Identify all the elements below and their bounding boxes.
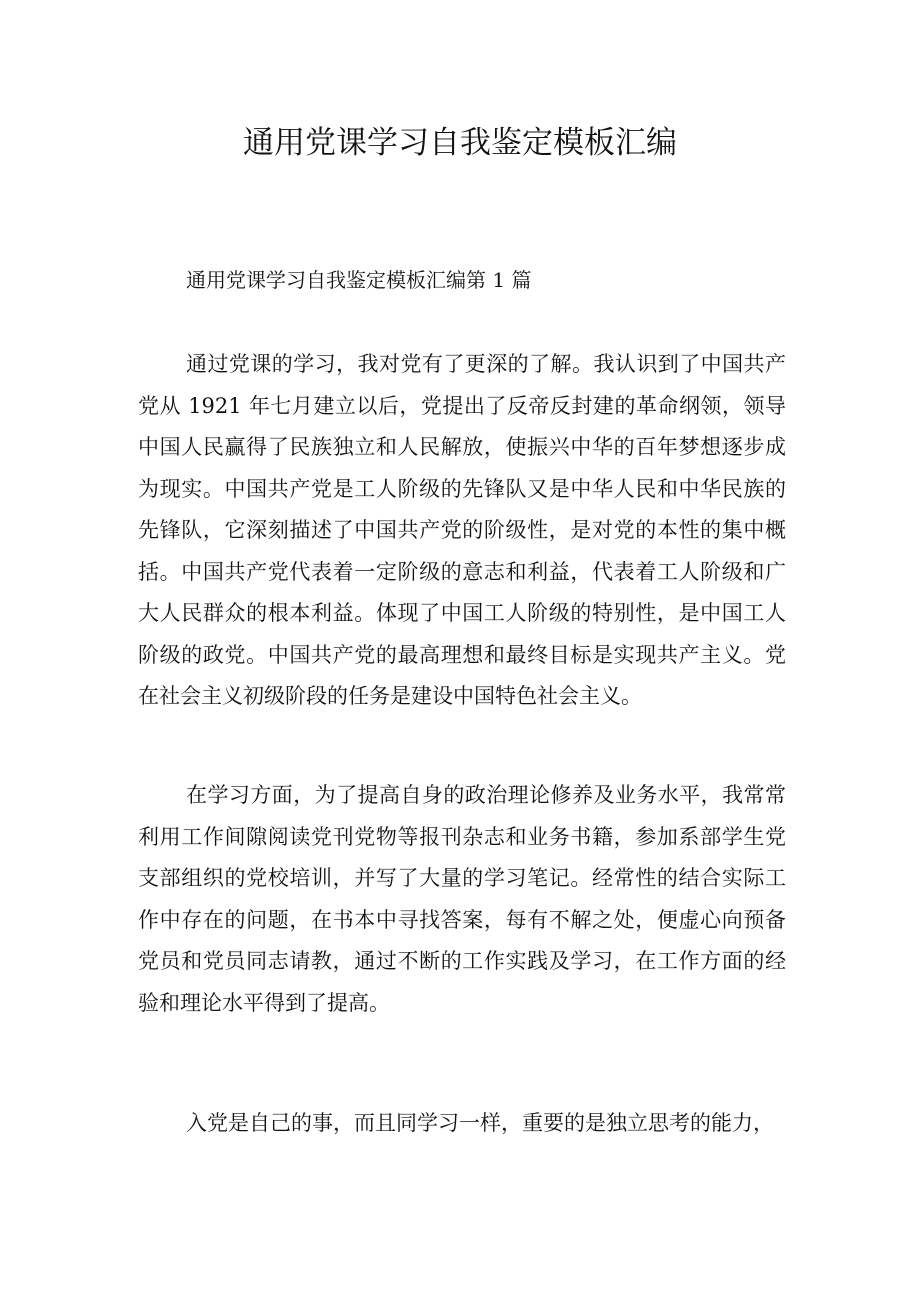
- paragraph-1: 通过党课的学习，我对党有了更深的了解。我认识到了中国共产党从 1921 年七月建立以后，党提出了反帝反封建的革命纲领，领导中国人民赢得了民族独立和人民解放，使振兴中华的百年梦想逐步成为现实。中国共产党是工人阶级的先锋队又是中华人民和中华民族的先锋队，它深刻描述了中国共产党的阶级性，是对党的本性的集中概括。中国共产党代表着一定阶级的意志和利益，代表着工人阶级和广大人民群众的根本利益。体现了中国工人阶级的特别性，是中国工人阶级的政党。中国共产党的最高理想和最终目标是实现共产主义。党在社会主义初级阶段的任务是建设中国特色社会主义。: [138, 352, 786, 708]
- paragraph-3: 入党是自己的事，而且同学习一样，重要的是独立思考的能力，: [186, 1111, 774, 1135]
- document-title: 通用党课学习自我鉴定模板汇编: [243, 125, 677, 161]
- section-heading: 通用党课学习自我鉴定模板汇编第 1 篇: [186, 268, 532, 292]
- paragraph-2: 在学习方面，为了提高自身的政治理论修养及业务水平，我常常利用工作间隙阅读党刊党物等报刊杂志和业务书籍，参加系部学生党支部组织的党校培训，并写了大量的学习笔记。经常性的结合实际工作中存在的问题，在书本中寻找答案，每有不解之处，便虚心向预备党员和党员同志请教，通过不断的工作实践及学习，在工作方面的经验和理论水平得到了提高。: [138, 783, 786, 1015]
